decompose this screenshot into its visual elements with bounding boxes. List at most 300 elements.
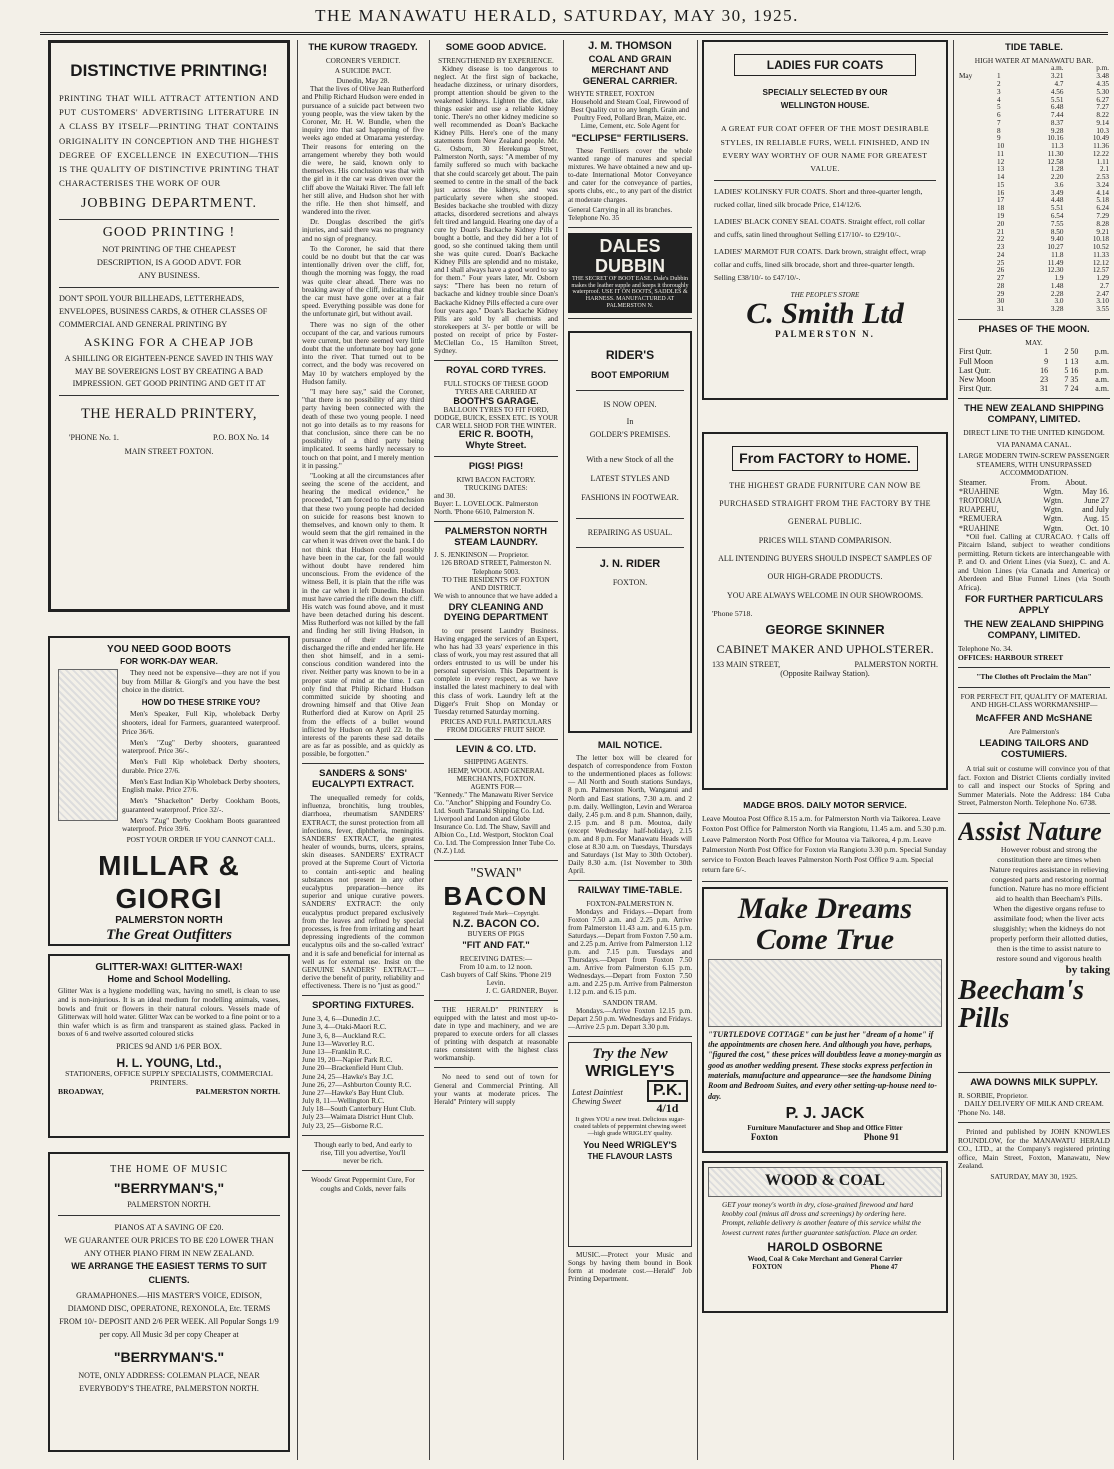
tide-row-cell: 17 [997, 196, 1005, 205]
beecham-advert [958, 816, 1110, 1067]
moon-row-cell: a.m. [1095, 384, 1109, 394]
music-binding-ad: MUSIC.—Protect your Music and Songs by having them bound in Book form at moderate cost.—Herald" Job Printing Department. [568, 1250, 692, 1283]
tide-row-cell: 12.22 [1092, 149, 1109, 158]
bacon-cash: Cash buyers of Calf Skins. 'Phone 219 Levin. [440, 970, 552, 987]
tide-row-cell: 30 [997, 297, 1005, 306]
berrymans-name-2: "BERRYMAN'S." [113, 1349, 225, 1366]
tide-row-cell: 9 [997, 134, 1001, 143]
osborne-name: HAROLD OSBORNE [767, 1240, 883, 1255]
moon-row-cell: 7 24 [1064, 384, 1079, 394]
moon-row-cell: p.m. [1094, 365, 1109, 375]
tide-row-cell: 12.57 [1092, 266, 1109, 275]
tide-row-cell: 11.33 [1093, 250, 1109, 259]
berrymans-address: NOTE, ONLY ADDRESS: COLEMAN PLACE, NEAR EVERYBODY'S THEATRE, PALMERSTON NORTH. [78, 1370, 260, 1393]
rider-repair: REPAIRING AS USUAL. [587, 527, 673, 537]
thomson-name: J. M. THOMSON [588, 40, 672, 52]
wrigley-need: You Need WRIGLEY'S [583, 1140, 677, 1151]
jack-desc: Furniture Manufacturer and Shop and Office Fitter [747, 1124, 903, 1133]
tide-row-cell: 2.28 [1050, 289, 1064, 298]
tide-month [958, 267, 996, 275]
tide-row-cell: 3 [997, 87, 1001, 96]
tide-row-cell: 11 [997, 149, 1004, 158]
tyres-body2: BALLOON TYRES TO FIT FORD, DODGE, BUICK, ESSEX ETC. IS YOUR CAR WELL SHOD FOR THE WINTER. [434, 405, 558, 430]
millar-giorgi-town: PALMERSTON NORTH [115, 914, 223, 926]
cottage-illustration [708, 959, 942, 1027]
printing-title: DISTINCTIVE PRINTING! [70, 61, 268, 80]
shipping-row [958, 514, 1110, 523]
shipping-table [958, 478, 1110, 533]
jobbing-heading: JOBBING DEPARTMENT. [80, 196, 258, 212]
levin-merchants: HEMP, WOOL AND GENERAL MERCHANTS, FOXTON. [447, 766, 545, 783]
dales-logo: DALES DUBBIN [595, 235, 665, 276]
young-broadway: BROADWAY, [58, 1086, 104, 1096]
tide-month [958, 236, 996, 244]
tide-row-cell: 22 [997, 235, 1005, 244]
factory-prices: PRICES WILL STAND COMPARISON. [758, 535, 892, 545]
tide-row [958, 89, 1110, 97]
sporting-item: June 20—Brackenfield Hunt Club. [302, 1064, 404, 1073]
tide-row-cell: 2 [997, 79, 1001, 88]
shipping-row-cell: Wgtn. [1043, 514, 1064, 524]
shipping-row-cell: Aug. 15 [1083, 514, 1109, 524]
tide-row [958, 298, 1110, 306]
tyres-title: ROYAL CORD TYRES. [446, 364, 546, 376]
sporting-item: June 19, 20—Napier Park R.C. [302, 1056, 393, 1065]
shipping-row-cell: *RUAHINE [959, 523, 999, 533]
tide-row-cell: 15 [997, 180, 1005, 189]
rider-premises: GOLDER'S PREMISES. [589, 430, 671, 440]
tide-row [958, 159, 1110, 167]
tide-row-cell: 10.16 [1047, 134, 1064, 143]
column-divider [953, 40, 954, 1460]
osborne-town: FOXTON [752, 1262, 783, 1271]
sanders-body: The unequalled remedy for colds, influenza, bronchitis, lung troubles, diarrhoea, rheumatism SANDERS' EXTRACT, the surest protection from all infections, fever, diphtheria, meningitis. SANDERS' EXTRACT, the greatest healer of wounds, burns, ulcers, sprains, skin diseases. SANDERS' EXTRACT proved at the Supreme Court of Victoria to contain anti-septic and healing substances not present in any other eucalyptus preparation—hence its superior and unique curative powers. SANDERS' EXTRACT: the only eucalyptus product prepared exclusively from the leaves and refined by special processes, is free from irritating and heart depressing ingredients of the common eucalyptus oils and the so-called 'extract' and it is safe and beneficial for internal as well as for external use. Insist on the GENUINE SANDERS' EXTRACT—derive the benefit of purity, reliability and effectiveness. There is no "just as good." [302, 793, 424, 991]
tide-row-cell: 1 [997, 72, 1001, 81]
tide-month [958, 166, 996, 174]
moon-title: PHASES OF THE MOON. [978, 323, 1090, 335]
tide-row-cell: 12.30 [1047, 266, 1064, 275]
tide-month [958, 197, 996, 205]
tailors-body: A trial suit or costume will convince you of that fact. Foxton and District Clients cordially invited to call and inspect our Stocks of Spring and Summer Materials. Note the Address: 184 Cuba Street, Palmerston North. Telephone No. 6738. [958, 764, 1110, 808]
tide-row-cell: 1.28 [1050, 165, 1064, 174]
shipping-row-cell: Wgtn. [1043, 496, 1064, 506]
trucking-and: and 30. [434, 491, 456, 500]
fur-item: LADIES' MARMOT FUR COATS. Dark brown, straight effect, wrap collar and cuffs, lined silk brocade, short and three-quarter length. Selling £38/10/- to £47/10/-. [714, 247, 926, 282]
tide-row [958, 221, 1110, 229]
madge-title: MADGE BROS. DAILY MOTOR SERVICE. [743, 800, 907, 810]
shipping-via: VIA PANAMA CANAL. [996, 439, 1072, 449]
pianos-saving: PIANOS AT A SAVING OF £20. [114, 1222, 224, 1232]
shipping-row-cell: *REMUERA [959, 514, 1003, 524]
shipping-further: FOR FURTHER PARTICULARS APPLY [964, 594, 1104, 617]
factory-phone: 'Phone 5718. [712, 609, 753, 619]
tide-row-cell: 2.20 [1050, 173, 1064, 182]
skinner-town: PALMERSTON NORTH. [854, 659, 938, 669]
tide-month [958, 143, 996, 151]
printing-body: PRINTING THAT WILL ATTRACT ATTENTION AND PUT CUSTOMERS' ADVERTISING LITERATURE IN A CLASS BY ITSELF—PRINTING THAT CONTAINS ORIGINALITY IN CONCEPTION AND THE HIGHEST DEGREE OF EXCELLENCE IN EXECUTION—THIS IS THE QUALITY OF DISTINCTIVE PRINTING THAT CHARACTERISES THE WORK OF OUR [59, 93, 279, 189]
laundry-address: 126 BROAD STREET, Palmerston N. Telephone 5003. [440, 559, 552, 576]
moon-row-cell: 9 [1044, 356, 1049, 366]
fit-and-fat: "FIT AND FAT." [462, 940, 530, 952]
sporting-item: July 18—South Canterbury Hunt Club. [302, 1105, 416, 1114]
c-smith-town: PALMERSTON N. [775, 329, 875, 339]
shipping-offices: OFFICES: HARBOUR STREET [958, 652, 1064, 662]
dales-lines: THE SECRET OF BOOT EASE. Dale's Dubbin makes the leather supple and keeps it thoroughly waterproof. USE IT ON BOOTS, SADDLES & HARNESS. MANUFACTURED AT PALMERSTON N. [571, 276, 689, 309]
pianos-terms: WE ARRANGE THE EASIEST TERMS TO SUIT CLIENTS. [71, 1261, 267, 1285]
tide-row-cell: 20 [997, 219, 1005, 228]
madge-body: Leave Moutoa Post Office 8.15 a.m. for Palmerston North via Taikorea. Leave Foxton Post Office for Palmerston North via Rangiotu, 11.45 a.m. and 5.30 p.m. Leave Palmerston North Post Office for Moutoa via Taikorea, 4 p.m. Leave Palmerston North Post Office for Foxton via Rangiotu 3.30 p.m. Special Sunday service to Foxton Beach leaves Palmerston North Post Office 9 a.m. Special return fare 6/-. [702, 814, 947, 875]
eclipse-fertilisers: "ECLIPSE" FERTILISERS. [571, 132, 689, 144]
tide-row-cell: 31 [997, 305, 1005, 314]
jack-name: P. J. JACK [785, 1105, 865, 1123]
tide-row-cell: 29 [997, 289, 1005, 298]
shipping-company: THE NEW ZEALAND SHIPPING COMPANY, LIMITED. [964, 619, 1104, 642]
moon-row-cell: Full Moon [959, 356, 994, 366]
moon-row [958, 384, 1110, 393]
dales-dubbin-advert [568, 233, 692, 313]
tide-row-cell: 4.48 [1050, 196, 1064, 205]
levin-agents: AGENTS FOR— [470, 782, 522, 791]
boot-item: Men's Full Kip wholeback Derby shooters, durable. Price 27/6. [122, 757, 280, 775]
tide-row-cell: 26 [997, 266, 1005, 275]
shipping-row [958, 496, 1110, 505]
pianos-guarantee: WE GUARANTEE OUR PRICES TO BE £20 LOWER THAN ANY OTHER PIANO FIRM IN NEW ZEALAND. [64, 1235, 274, 1258]
boots-advert [48, 636, 290, 946]
shipping-row-cell: Wgtn. [1043, 523, 1064, 533]
tide-month: May [959, 72, 973, 81]
tide-month [958, 229, 996, 237]
tide-row-cell: 3.24 [1096, 180, 1109, 189]
tide-row [958, 81, 1110, 89]
thomson-street: WHYTE STREET, FOXTON [568, 90, 655, 99]
factory-welcome: YOU ARE ALWAYS WELCOME IN OUR SHOWROOMS. [726, 590, 924, 600]
tide-month [958, 97, 996, 105]
tide-row-cell: 2.1 [1100, 165, 1109, 174]
sporting-item: June 3, 4—Otaki-Maori R.C. [302, 1023, 387, 1032]
tide-row-cell: 11.8 [1051, 250, 1064, 259]
tide-row-cell: 3.6 [1054, 180, 1064, 189]
tide-row-cell: 7.44 [1050, 111, 1064, 120]
gramaphones-text: GRAMAPHONES.—HIS MASTER'S VOICE, EDISON, DIAMOND DISC, OPERATONE, REXONOLA, Etc. TERMS FROM 10/- DEPOSIT AND 2/6 PER WEEK. All Popular Songs 1/9 per copy. All Music 3d per copy Cheaper at [59, 1291, 279, 1339]
tide-row-cell: 5.18 [1096, 196, 1109, 205]
rider-sub: BOOT EMPORIUM [591, 370, 669, 381]
bacon-receiving: RECEIVING DATES:— [459, 954, 533, 963]
bacon-trademark: Registered Trade Mark—Copyright. [452, 910, 540, 917]
milk-title: AWA DOWNS MILK SUPPLY. [970, 1076, 1098, 1088]
kurow-paragraph: "Looking at all the circumstances after seeing the scene of the accident, and hearing the medical evidence," he proceeded, "I am forced to the conclusion that these two young people had decided on suicide for reasons best known to themselves, and known only to them. It would seem that the girl remained in the car when it was driven over the bank. I do not think that Hudson could possibly have been in the car, for the fall would without doubt have rendered him unconscious. From the evidence of the witness Bell, it is plain that the rifle was in the car when it left Dunedin. Hudson must have carried the rifle down the cliff. His watch was found above, and it must have been detached during his descent. Miss Rutherford was not killed by the fall and finding her still living Hudson, in pursuance of their arrangement discharged the rifle and ended her life. He then shot himself, and in a semi-conscious condition wandered into the river. Neither party was known to be in a proper state of mind at the time. I can only find that Philip Richard Hudson committed suicide by shooting and drowning himself and that Olive Jean Rutherford died at Kurow on April 25 from the effects of a bullet wound inflicted by Hudson on April 22. In the interests of the parents these sad details are as far as possible, and as quickly as possible, be forgotten." [302, 471, 424, 759]
tide-month [958, 283, 996, 291]
printery-phone: 'PHONE No. 1. [69, 433, 119, 443]
wrigley-latest: Latest Daintiest Chewing Sweet [572, 1088, 623, 1107]
moon-row-cell: New Moon [959, 374, 996, 384]
fur-item: LADIES' KOLINSKY FUR COATS. Short and three-quarter length, rucked collar, lined silk brocade Price, £14/12/6. [714, 187, 923, 210]
good-printing-heading: GOOD PRINTING ! [102, 224, 236, 240]
tide-month [958, 221, 996, 229]
shipping-row-cell: RUAPEHU, [959, 505, 999, 515]
milk-prop: R. SORBIE, Proprietor. [958, 1090, 1029, 1100]
tide-row [958, 306, 1110, 314]
eric-booth: ERIC R. BOOTH, [458, 428, 534, 440]
dont-spoil-text: DON'T SPOIL YOUR BILLHEADS, LETTERHEADS, ENVELOPES, BUSINESS CARDS, & OTHER CLASSES OF COMMERCIAL AND GENERAL PRINTING BY [59, 294, 268, 329]
rider-open: IS NOW OPEN. [603, 400, 657, 410]
beecham-taking: by taking [1065, 964, 1110, 977]
boot-item: Men's "Shackelton" Derby Cookham Boots, guaranteed waterproof. Price 32/-. [122, 796, 280, 814]
moon-row-cell: 1 [1044, 347, 1049, 357]
tide-month [958, 260, 996, 268]
moon-row [958, 357, 1110, 366]
column-6 [958, 40, 1110, 1460]
osborne-desc: Wood, Coal & Coke Merchant and General Carrier [747, 1254, 903, 1263]
tide-row-cell: 11.49 [1047, 258, 1064, 267]
kurow-paragraph: Dr. Douglas described the girl's injuries, and said there was no pregnancy and no sign of pregnancy. [302, 218, 424, 243]
tide-row-cell: 4.35 [1096, 79, 1109, 88]
tide-row [958, 97, 1110, 105]
shipping-row-cell: June 27 [1084, 496, 1109, 506]
glitter-subtitle: Home and School Modelling. [107, 973, 231, 984]
factory-home-advert [702, 432, 948, 790]
woods-peppermint: Woods' Great Peppermint Cure, For coughs and Colds, never fails [310, 1176, 416, 1193]
fur-title: LADIES FUR COATS [734, 54, 916, 76]
glitter-body: Glitter Wax is a hygiene modelling wax, having no smell, is clean to use and is non-injurious. It is an ideal medium for modelling animals, vases, bowls and fruit or flowers in their natural colours. Vessels made of Glitterwax will hold water. Glitter Wax can be worked to a fine point or to a thin wafer which is as firm and transparent as stained glass. Packed in boxes of 6 and twelve assorted coloured sticks [58, 986, 280, 1039]
shipping-row-cell: May 16. [1082, 486, 1109, 496]
beecham-body: However robust and strong the constitution there are times when Nature requires assistance in relieving congested parts and restoring normal function. Nature has no more efficient aid to health than Beecham's Pills. When the digestive organs refuse to assimilate food; when the liver acts sluggishly; when the kidneys do not properly perform their allotted duties, then is the time to assist nature to restore sound and vigorous health [989, 844, 1109, 964]
rider-name: J. N. RIDER [599, 558, 661, 571]
sporting-item: June 13—Waverley R.C. [302, 1039, 375, 1048]
sporting-item: July 8, 11—Wellington R.C. [302, 1097, 385, 1106]
moon-row-cell: Last Qutr. [959, 365, 991, 375]
laundry-title: PALMERSTON NORTH STEAM LAUNDRY. [444, 526, 548, 548]
tide-row [958, 229, 1110, 237]
wood-coal-banner: WOOD & COAL [708, 1167, 942, 1197]
tide-row-cell: 8.37 [1050, 118, 1064, 127]
whyte-street: Whyte Street. [465, 439, 527, 451]
tide-month [958, 306, 996, 314]
sporting-title: SPORTING FIXTURES. [312, 1000, 414, 1012]
osborne-body: GET your money's worth in dry, close-grained firewood and hard knobby coal (minus all dross and screenings) by ordering here. Prompt, reliable delivery is another feature of this service whilst the lowest current rates further guarantee satisfaction. Place an order. [722, 1199, 921, 1237]
tide-row-cell: 10.49 [1092, 134, 1109, 143]
printery-box: P.O. BOX No. 14 [212, 433, 269, 443]
tide-month [958, 244, 996, 252]
tide-row [958, 291, 1110, 299]
tide-row-cell: 7.29 [1096, 211, 1109, 220]
tide-row [958, 112, 1110, 120]
jack-town: Foxton [750, 1132, 778, 1143]
kurow-dateline: Dunedin, May 28. [336, 77, 390, 86]
bacon-buyer: J. C. GARDNER, Buyer. [485, 986, 558, 995]
tailors-perfect: FOR PERFECT FIT, QUALITY OF MATERIAL AND HIGH-CLASS WORKMANSHIP— [960, 691, 1108, 710]
printery-street: MAIN STREET FOXTON. [124, 446, 214, 456]
moon-row-cell: 2 50 [1064, 347, 1079, 357]
moon-row-cell: 7 35 [1064, 374, 1079, 384]
young-desc: STATIONERS, OFFICE SUPPLY SPECIALISTS, COMMERCIAL PRINTERS. [65, 1068, 273, 1087]
tide-row-cell: 12.58 [1047, 157, 1064, 166]
boot-item: Men's Speaker, Full Kip, wholeback Derby shooters, ideal for Farmers, guaranteed waterproof. Price 36/6. [122, 709, 280, 736]
column-4 [568, 40, 692, 1460]
tide-row [958, 166, 1110, 174]
tide-month [958, 89, 996, 97]
imprint: Printed and published by JOHN KNOWLES ROUNDLOW, for the MANAWATU HERALD CO., LTD., at the Company's registered printing office, Main Street, Foxton, Manawatu, New Zealand. [958, 1127, 1110, 1171]
moon-row-cell: First Qutr. [959, 384, 992, 394]
shipping-row-cell: Wgtn. [1043, 486, 1064, 496]
tide-row [958, 236, 1110, 244]
tide-row-cell: 4.7 [1054, 79, 1064, 88]
tide-row-cell: 9.28 [1050, 126, 1064, 135]
column-divider [297, 40, 298, 1460]
tide-sub: HIGH WATER AT MANAWATU BAR. [974, 55, 1094, 65]
tide-row-cell: 1.9 [1054, 274, 1064, 283]
tide-row-cell: 2.7 [1100, 281, 1109, 290]
wrigley-pk: P.K. [647, 1080, 688, 1102]
shipping-notes: *Oil fuel. Calling at CURACAO. †Calls off Pitcairn Island, subject to weather conditions permitting. Return tickets are interchangeable with P. and O. and Orient Lines (via Suez), C. and A. and Union Lines (via Canada and America) or Aberdeen and Blue Funnel Lines (via South Africa). [958, 531, 1110, 592]
moon-row-cell: 16 [1040, 365, 1049, 375]
good-printing-body: NOT PRINTING OF THE CHEAPEST DESCRIPTION, IS A GOOD ADVT. FOR ANY BUSINESS. [96, 245, 242, 280]
kurow-paragraph: That the lives of Olive Jean Rutherford and Philip Richard Hudson were ended in pursuance of a suicide pact between two young people, was the view taken by the Coroner, Mr. H. W. Bundle, when the inquiry into that sad happening of five weeks ago ended at Omarama yesterday. Their reasons for entering on the arrangement whereby they both would die were, he said, known only to themselves. His conclusion was that with the girl in it the car was driven over the cliff above the Waitaki River. The fall left her still alive, and Hudson shot her with the rifle. He then shot himself, and wandered into the river. [302, 85, 424, 217]
tide-row-cell: 13 [997, 165, 1005, 174]
moon-row-cell: 31 [1040, 384, 1049, 394]
laundry-body: We wish to announce that we have added a [434, 591, 558, 600]
tide-row-cell: 2.47 [1096, 289, 1109, 298]
tide-month [958, 252, 996, 260]
thomson-carrying: General Carrying in all its branches. Telephone No. 35 [568, 205, 673, 222]
tide-row-cell: 10.52 [1092, 243, 1109, 252]
milk-phone: 'Phone No. 148. [958, 1107, 1006, 1117]
tide-row [958, 143, 1110, 151]
wrigley-flavour: THE FLAVOUR LASTS [587, 1152, 673, 1162]
sporting-item: June 26, 27—Ashburton County R.C. [302, 1080, 412, 1089]
tide-row [958, 120, 1110, 128]
tide-row-cell: 18 [997, 204, 1005, 213]
beecham-logo: Beecham's Pills [958, 974, 1084, 1034]
tide-row-cell: 9.40 [1050, 235, 1064, 244]
boots-subtitle: FOR WORK-DAY WEAR. [120, 655, 218, 666]
tide-row-cell: 23 [997, 243, 1005, 252]
bacon-logo: BACON [443, 880, 549, 911]
wrigley-brand: WRIGLEY'S [585, 1062, 675, 1080]
laundry-body2: to our present Laundry Business. Having engaged the services of an Expert, who has had 33 years' experience in this class of work, you may rest assured that all orders entrusted to us will be under his personal supervision. This Department is complete in every respect, as we have installed the latest machinery to deal with this class of work. Laundry left at the Digger's Fruit Shop on Monday or Tuesday returned Saturday morning. [434, 627, 558, 716]
booths-garage: BOOTH'S GARAGE. [453, 395, 539, 406]
boot-illustration [58, 669, 118, 821]
printing-advert [48, 40, 290, 612]
column-2 [302, 40, 424, 1460]
tide-month [958, 205, 996, 213]
berrymans-town: PALMERSTON NORTH. [127, 1200, 211, 1210]
railway-sub: FOXTON-PALMERSTON N. [586, 899, 674, 908]
kurow-paragraph: "I may here say," said the Coroner, "that there is no possibility of any third party having been connected with the death of these two young people. I need not go into details as to my reasons for that conclusion, since there can be no possibility of a third party being implicated. It seems hardly necessary to touch on that point, and I merely mention it in passing." [302, 388, 424, 470]
tide-row-cell: 14 [997, 173, 1005, 182]
advertise-verse: Though early to bed, And early to rise, Till you advertise, You'll never be rich. [313, 1140, 413, 1166]
moon-month: MAY. [1025, 337, 1043, 347]
laundry-prices: PRICES AND FULL PARTICULARS FROM DIGGERS' FRUIT SHOP. [440, 717, 552, 734]
masthead-rule [40, 32, 1108, 35]
boots-how: HOW DO THESE STRIKE YOU? [141, 698, 261, 708]
tailors-leading: LEADING TAILORS AND COSTUMIERS. [979, 738, 1089, 761]
tide-month [958, 182, 996, 190]
tide-row [958, 260, 1110, 268]
young-town: PALMERSTON NORTH. [195, 1086, 280, 1096]
bacon-from: From 10 a.m. to 12 noon. [459, 962, 533, 971]
shipping-row-cell: *RUAHINE [959, 486, 999, 496]
tide-row-cell: 2.53 [1096, 173, 1109, 182]
tide-month [958, 120, 996, 128]
sporting-item: July 23, 25—Gisborne R.C. [302, 1121, 383, 1130]
fur-body: A GREAT FUR COAT OFFER OF THE MOST DESIRABLE STYLES, IN RELIABLE FURS, WELL FINISHED, AND IN EVERY WAY WORTHY OF OUR NAME FOR GREATEST VALUE. [720, 124, 930, 174]
music-home: THE HOME OF MUSIC [110, 1164, 228, 1175]
laundry-dept: DRY CLEANING AND DYEING DEPARTMENT [443, 601, 549, 624]
herald-printery-name: THE HERALD PRINTERY, [80, 406, 258, 423]
sporting-list [302, 1015, 424, 1130]
tailors-names: McAFFER AND McSHANE [975, 712, 1093, 724]
tide-row-cell: 1.11 [1096, 157, 1109, 166]
shipping-header: About. [1065, 477, 1088, 487]
tide-month [958, 81, 996, 89]
column-1 [48, 40, 290, 1460]
imprint-date: SATURDAY, MAY 30, 1925. [990, 1171, 1078, 1181]
tide-row-cell: 7 [997, 118, 1001, 127]
pigs-buyer: Buyer: L. LOVELOCK. Palmerston North. 'Phone 6610, Palmerston N. [434, 500, 539, 517]
tide-row-cell: 9.21 [1096, 227, 1109, 236]
tide-row [958, 252, 1110, 260]
boot-item: Men's "Zug" Derby shooters, guaranteed waterproof. Price 36/-. [122, 737, 280, 756]
tide-row-cell: 1.48 [1050, 281, 1064, 290]
tide-row-cell: 4.56 [1050, 87, 1064, 96]
sporting-item: July 23—Waimata District Hunt Club. [302, 1113, 414, 1122]
tide-row-cell: 28 [997, 281, 1005, 290]
tide-month [958, 291, 996, 299]
tide-row [958, 283, 1110, 291]
shipping-row [958, 487, 1110, 496]
rider-title: RIDER'S [605, 347, 655, 362]
wrigley-price: 4/1d [656, 1101, 679, 1116]
wrigley-advert [568, 1042, 692, 1247]
moon-table [958, 347, 1110, 393]
dreams-title: Make Dreams Come True [737, 891, 913, 957]
tide-table [958, 65, 1110, 314]
railway-title: RAILWAY TIME-TABLE. [577, 885, 683, 897]
column-5 [702, 40, 948, 1460]
tide-row-cell: 4.14 [1096, 188, 1109, 197]
tide-row-cell: 6.27 [1096, 95, 1109, 104]
moon-row-cell: p.m. [1094, 347, 1109, 357]
sporting-item: June 3, 6, 8—Auckland R.C. [302, 1031, 386, 1040]
tide-row [958, 73, 1110, 81]
kurow-paragraph: There was no sign of the other occupant of the car, and various rumours were current, but there seemed very little doubt that the unfortunate boy had gone into the river. That turned out to be correct, and the body was recovered on May 10 by watchers employed by the Hudson family. [302, 320, 424, 386]
tide-row-cell: 21 [997, 227, 1005, 236]
shipping-header: Steamer. [959, 477, 987, 487]
tide-month [958, 298, 996, 306]
kurow-title: THE KUROW TRAGEDY. [308, 42, 418, 53]
tide-row-cell: 3.55 [1096, 305, 1109, 314]
sandon-title: SANDON TRAM. [602, 998, 658, 1007]
tide-row-cell: 7.27 [1096, 103, 1109, 112]
kurow-paragraph: To the Coroner, he said that there could be no doubt but that the car was intentionally driven over the cliff, for, though the morning was foggy, the road was quite clear ahead. There was no breaking away of the cliff, indicating that the car must have gone over at a fair speed. Everything possible was done for the unfortunate girl, but without avail. [302, 244, 424, 319]
c-smith-logo: C. Smith Ltd [746, 297, 904, 330]
shipping-row-cell: Wgtn. [1043, 505, 1064, 515]
wrigley-try: Try the New [592, 1045, 668, 1062]
tide-row-cell: 11.3 [1051, 142, 1064, 151]
skinner-street: 133 MAIN STREET, [712, 659, 781, 669]
tide-row [958, 213, 1110, 221]
moon-row-cell: 1 13 [1064, 356, 1079, 366]
levin-list: "Kennedy." The Manawatu River Service Co. "Anchor" Shipping and Foundry Co. Ltd. South Taranaki Shipping Co. Ltd. Liverpool and London and Globe Insurance Co. Ltd. The Shaw, Savill and Albion Co., Ltd. Westport, Stockton Coal Co. Ltd. The Compression Inner Tube Co. (N.Z.) Ltd. [434, 790, 556, 856]
tide-row-cell: 12 [997, 157, 1005, 166]
tide-month [958, 151, 996, 159]
tide-row-cell: 8 [997, 126, 1001, 135]
tide-row-cell: 27 [997, 274, 1005, 283]
kiwi-bacon: KIWI BACON FACTORY. [456, 475, 536, 484]
laundry-to: TO THE RESIDENTS OF FOXTON AND DISTRICT. [442, 575, 550, 592]
shipping-line: DIRECT LINE TO THE UNITED KINGDOM. [963, 428, 1105, 438]
advice-body: Kidney disease is too dangerous to neglect. At the first sign of backache, headache dizziness, or urinary disorders, prompt attention should be given to the weakened kidneys. Lighten the diet, take things easier and use a reliable kidney tonic. There's no other kidney medicine so well recommended as Doan's Backache Kidney Pills. Here's one of the many statements from New Zealand people. Mr. G. Osborn, 30 Herekunga Street, Palmerston North, says: "A member of my family suffered so much with backache that she could scarcely get about. The pain seemed to centre in the small of the back just across the kidneys, and was particularly severe when she stooped. Besides backache she troubled with dizzy attacks, disordered secretions and always felt tired and languid. Hearing one day of a cure by Doan's Backache Kidney Pills I bought a bottle, and they did her a lot of good, so she continued taking them until she was quite cured. Doan's Backache Kidney Pills are splendid and no mistake, and I shall always have a good word to say for them." Four years later, Mr. Osborn says: "There has been no return of backache and kidney trouble since Doan's Backache Kidney Pills effected a cure over four years ago." Doan's Backache Kidney Pills are sold by all chemists and storekeepers at 3/- per bottle or will be posted on receipt of price by Foster-McClellan Co., 15 Hamilton Street, Sydney. [434, 64, 558, 355]
